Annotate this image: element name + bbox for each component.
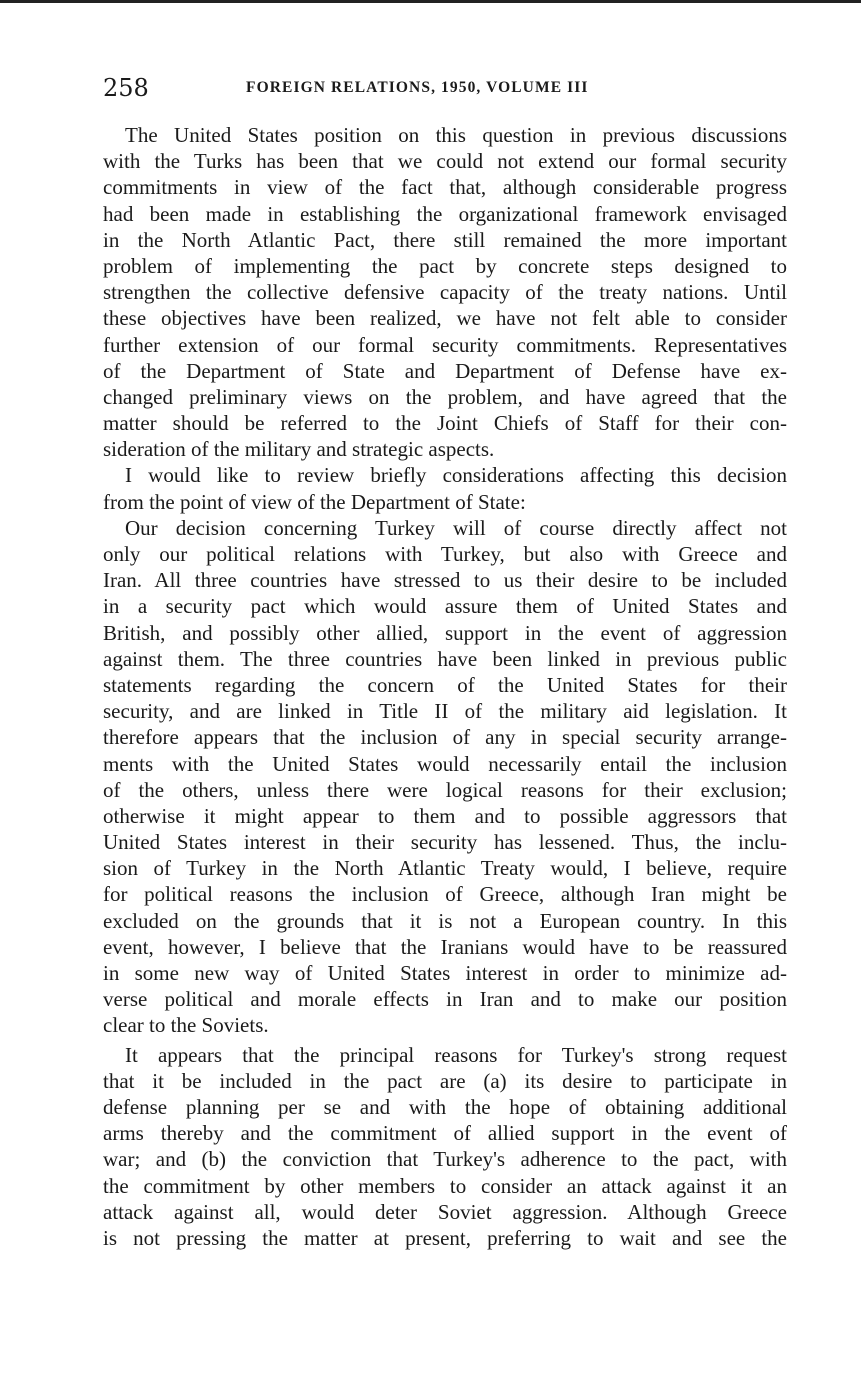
text-line: strengthen the collective defensive capacity of the treaty nations. Until [103, 280, 787, 305]
text-line: defense planning per se and with the hope of obtaining additional [103, 1094, 787, 1119]
text-line: the commitment by other members to consider an attack against it an [103, 1173, 787, 1198]
paragraph-3 [103, 515, 787, 1039]
document-page [103, 74, 787, 1251]
top-border [0, 0, 861, 3]
paragraph-2 [103, 462, 787, 514]
text-line: attack against all, would deter Soviet aggression. Although Greece [103, 1199, 787, 1224]
text-line: in a security pact which would assure them of United States and [103, 594, 787, 619]
page-header [103, 74, 787, 108]
text-line: statements regarding the concern of the United States for their [103, 672, 787, 697]
text-line: It appears that the principal reasons for Turkey's strong request [125, 1042, 787, 1067]
text-line: security, and are linked in Title II of the military aid legislation. It [103, 699, 787, 724]
text-line: that it be included in the pact are (a) its desire to participate in [103, 1068, 787, 1093]
page-number: 258 [103, 74, 149, 102]
text-line: of the others, unless there were logical reasons for their exclusion; [103, 777, 787, 802]
text-line: excluded on the grounds that it is not a European country. In this [103, 908, 787, 933]
text-line: problem of implementing the pact by concrete steps designed to [103, 253, 787, 278]
text-line: verse political and morale effects in Iran and to make our position [103, 987, 787, 1012]
text-line: sideration of the military and strategic aspects. [103, 437, 495, 462]
text-line: with the Turks has been that we could not extend our formal security [103, 149, 787, 174]
text-line: further extension of our formal security commitments. Representatives [103, 332, 787, 357]
text-line: from the point of view of the Department of State: [103, 489, 526, 514]
text-line: United States interest in their security has lessened. Thus, the inclu- [103, 830, 787, 855]
text-line: these objectives have been realized, we have not felt able to consider [103, 306, 787, 331]
running-head: FOREIGN RELATIONS, 1950, VOLUME III [246, 79, 589, 96]
text-line: The United States position on this question in previous discussions [125, 123, 787, 147]
text-line: only our political relations with Turkey, but also with Greece and [103, 542, 787, 566]
text-line: ments with the United States would necessarily entail the inclusion [103, 751, 787, 776]
text-line: in the North Atlantic Pact, there still remained the more important [103, 227, 787, 252]
paragraph-1 [103, 122, 787, 462]
text-line: changed preliminary views on the problem, and have agreed that the [103, 384, 787, 409]
text-line: therefore appears that the inclusion of any in special security arrange- [103, 725, 787, 750]
text-line: of the Department of State and Department of Defense have ex- [103, 358, 787, 383]
text-line: clear to the Soviets. [103, 1013, 269, 1038]
text-line: against them. The three countries have been linked in previous public [103, 646, 787, 671]
text-line: Our decision concerning Turkey will of course directly affect not [125, 515, 787, 540]
text-line: is not pressing the matter at present, preferring to wait and see the [103, 1225, 787, 1250]
text-line: had been made in establishing the organizational framework envisaged [103, 201, 787, 226]
text-line: arms thereby and the commitment of allied support in the event of [103, 1121, 787, 1146]
text-line: sion of Turkey in the North Atlantic Treaty would, I believe, require [103, 856, 787, 881]
text-line: Iran. All three countries have stressed to us their desire to be included [103, 568, 787, 593]
text-line: for political reasons the inclusion of Greece, although Iran might be [103, 882, 787, 907]
text-line: commitments in view of the fact that, although considerable progress [103, 175, 787, 200]
text-line: in some new way of United States interest in order to minimize ad- [103, 961, 787, 985]
text-line: matter should be referred to the Joint Chiefs of Staff for their con- [103, 411, 787, 436]
paragraph-4 [103, 1042, 787, 1252]
text-line: otherwise it might appear to them and to possible aggressors that [103, 803, 787, 828]
text-line: war; and (b) the conviction that Turkey's adherence to the pact, with [103, 1147, 787, 1172]
text-line: event, however, I believe that the Iranians would have to be reassured [103, 934, 787, 959]
text-line: I would like to review briefly considerations affecting this decision [125, 463, 787, 488]
text-line: British, and possibly other allied, support in the event of aggression [103, 620, 787, 645]
